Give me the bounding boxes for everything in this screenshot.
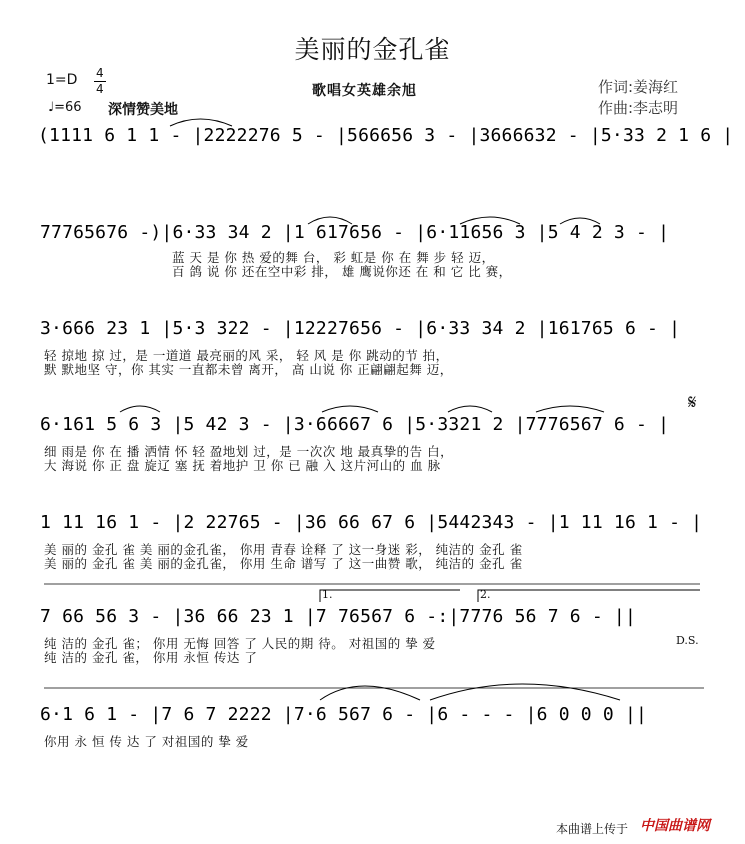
staff-line-2-lyrics-verse-1: 蓝 天 是 你 热 爱的舞 台， 彩 虹是 你 在 舞 步 轻 迈，	[172, 250, 495, 265]
slur-arc	[460, 217, 520, 224]
lyricist-credit: 作词:姜海红	[598, 78, 679, 96]
dal-segno-mark: D.S.	[676, 634, 699, 647]
second-ending-number: 2.	[480, 588, 491, 601]
staff-line-3-lyrics-verse-1: 轻 掠地 掠 过，是 一道道 最亮丽的风 采， 轻 风 是 你 跳动的节 拍，	[44, 348, 449, 363]
staff-line-1-notes: (1111 6 1 1 - |2222276 5 - |566656 3 - |3666632 - |5·33 2 1 6 |	[38, 125, 734, 146]
expression-mark: 深情赞美地	[108, 102, 178, 118]
slur-arc	[120, 406, 160, 412]
staff-line-6-lyrics-verse-1: 纯 洁的 金孔 雀； 你用 无悔 回答 了 人民的期 待。 对祖国的 挚 爱	[44, 636, 436, 651]
staff-line-4-notes: 6·161 5 6 3 |5 42 3 - |3·66667 6 |5·3321 2 |7776567 6 - |	[40, 414, 670, 435]
tie-arc	[170, 119, 232, 126]
staff-line-5-lyrics-verse-1: 美 丽的 金孔 雀 美 丽的金孔雀， 你用 青春 诠释 了 这一身迷 彩， 纯洁的 金孔 雀	[44, 542, 523, 557]
upload-notice: 本曲谱上传于	[556, 822, 629, 836]
composer-credit: 作曲:李志明	[598, 99, 679, 117]
staff-line-5-lyrics-verse-2: 美 丽的 金孔 雀 美 丽的金孔雀， 你用 生命 谱写 了 这一曲赞 歌， 纯洁的 金孔 雀	[44, 556, 523, 571]
staff-line-2-lyrics-verse-2: 百 鸽 说 你 还在空中彩 排， 雄 鹰说你还 在 和 它 比 赛，	[172, 264, 512, 279]
singer-dedication: 歌唱女英雄余旭	[312, 83, 417, 99]
staff-line-6-lyrics-verse-2: 纯 洁的 金孔 雀， 你用 永恒 传达 了	[44, 650, 258, 665]
time-signature-bottom: 4	[96, 82, 104, 96]
first-ending-number: 1.	[322, 588, 333, 601]
site-logo[interactable]	[640, 815, 710, 835]
staff-line-3-lyrics-verse-2: 默 默地坚 守，你 其实 一直都未曾 离开， 高 山说 你 正翩翩起舞 迈，	[44, 362, 453, 377]
key-signature: 1=D	[46, 72, 78, 88]
staff-line-5-notes: 1 11 16 1 - |2 22765 - |36 66 67 6 |5442343 - |1 11 16 1 - |	[40, 512, 703, 533]
site-logo-text: 中国曲谱网	[640, 818, 710, 834]
score-title: 美丽的金孔雀	[294, 35, 451, 64]
staff-line-7-lyrics: 你用 永 恒 传 达 了 对祖国的 挚 爱	[44, 734, 249, 749]
segno-sign: 𝄋	[688, 390, 697, 414]
staff-line-4-lyrics-verse-1: 细 雨是 你 在 播 洒情 怀 轻 盈地划 过，是 一次次 地 最真挚的告 白，	[44, 444, 454, 459]
staff-line-6-notes: 7 66 56 3 - |36 66 23 1 |7 76567 6 -:|7776 56 7 6 - ||	[40, 606, 636, 627]
staff-line-7-notes: 6·1 6 1 - |7 6 7 2222 |7·6 567 6 - |6 - - - |6 0 0 0 ||	[40, 704, 648, 725]
slur-arc	[322, 406, 378, 412]
slur-arc	[448, 406, 492, 412]
slur-arc	[430, 684, 620, 700]
first-ending-bracket	[320, 590, 460, 602]
tempo-mark: ♩=66	[48, 100, 82, 115]
time-signature-top: 4	[96, 66, 104, 80]
staff-line-2-notes: 77765676 -)|6·33 34 2 |1 617656 - |6·11656 3 |5 4 2 3 - |	[40, 222, 670, 243]
second-ending-bracket	[478, 590, 700, 602]
staff-line-4-lyrics-verse-2: 大 海说 你 正 盘 旋辽 塞 抚 着地护 卫 你 已 融 入 这片河山的 血 脉	[44, 458, 441, 473]
slur-arc	[536, 406, 604, 412]
slur-arc	[560, 218, 600, 224]
slur-arc	[308, 217, 352, 224]
staff-line-3-notes: 3·666 23 1 |5·3 322 - |12227656 - |6·33 34 2 |161765 6 - |	[40, 318, 681, 339]
